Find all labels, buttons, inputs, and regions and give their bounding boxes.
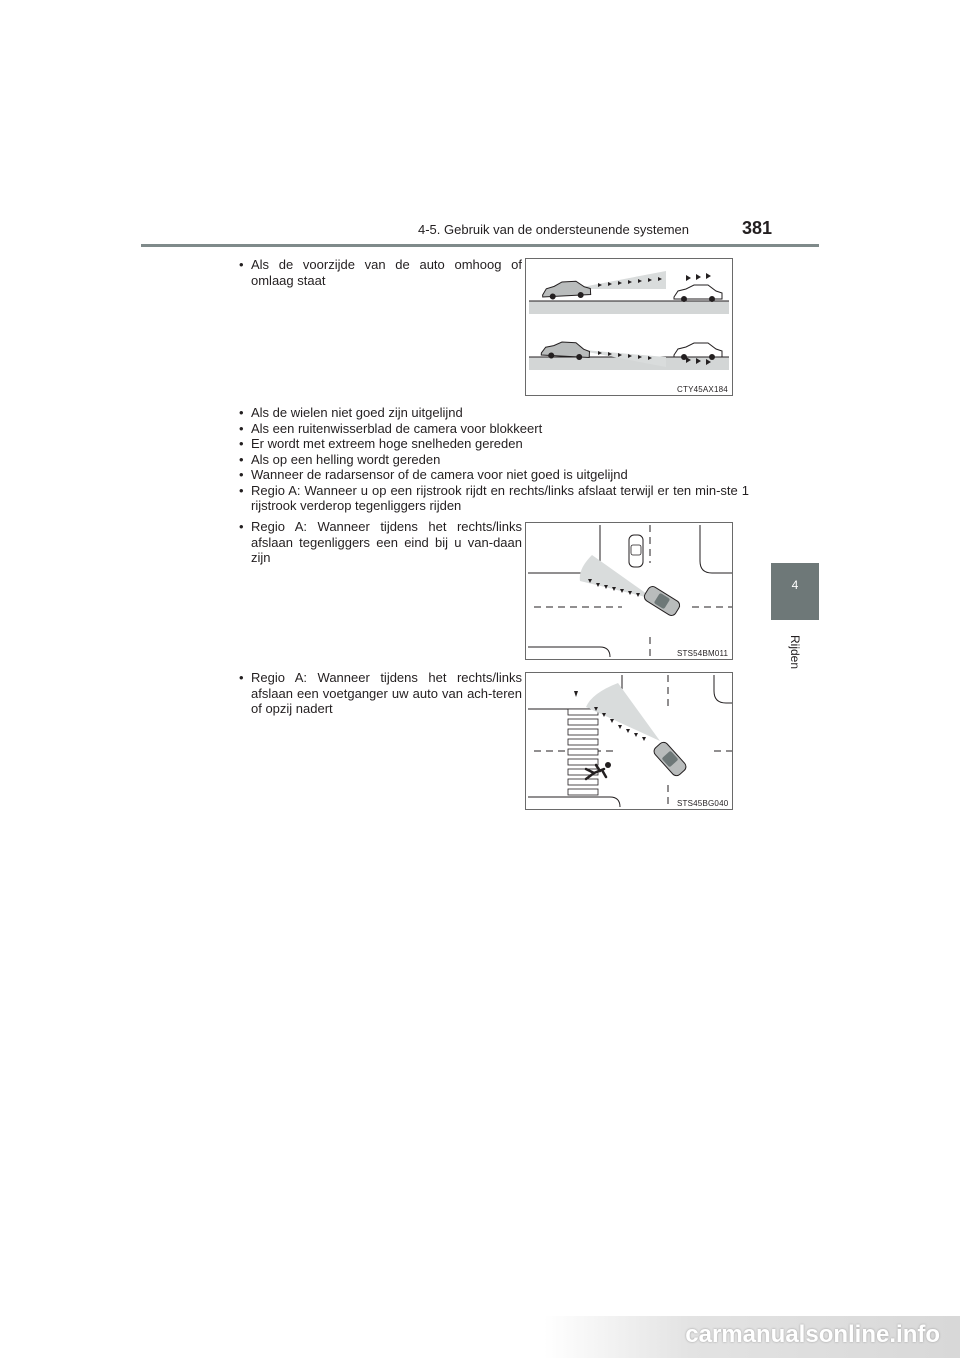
section-title: 4-5. Gebruik van de ondersteunende systemen [418,222,690,237]
figure-code: CTY45AX184 [677,385,728,394]
bullet-oncoming-far: • Regio A: Wanneer tijdens het rechts/links afslaan tegenliggers een eind bij u van-daan zijn [239,519,522,566]
bullet-pedestrian: • Regio A: Wanneer tijdens het rechts/links afslaan een voetganger uw auto van ach-teren of opzij nadert [239,670,522,717]
header-rule [141,244,819,247]
chapter-number: 4 [791,578,799,592]
turning-pedestrian-illustration [526,673,732,809]
figure-vehicle-pitch [525,258,733,396]
list-item: • Als een ruitenwisserblad de camera voor blokkeert [239,421,749,437]
watermark-text: carmanualsonline.info [685,1321,940,1348]
watermark-banner [544,1316,960,1358]
list-item: • Als op een helling wordt gereden [239,452,749,468]
bullet-front-pitch: • Als de voorzijde van de auto omhoog of omlaag staat [239,257,522,288]
list-item: • Er wordt met extreem hoge snelheden gereden [239,436,749,452]
chapter-label: Rijden [788,634,802,670]
bullet-list [239,405,749,514]
turning-oncoming-car-illustration [526,523,732,659]
figure-code: STS54BM011 [677,649,729,658]
page-number: 381 [742,218,773,238]
list-item: • Regio A: Wanneer u op een rijstrook rijdt en rechts/links afslaat terwijl er ten min-ste 1 rijstrook verderop tegenliggers rijden [239,483,749,514]
list-item: • Als de wielen niet goed zijn uitgelijnd [239,405,749,421]
figure-turning-oncoming [525,522,733,660]
list-item: • Wanneer de radarsensor of de camera voor niet goed is uitgelijnd [239,467,749,483]
figure-turning-pedestrian [525,672,733,810]
figure-code: STS45BG040 [677,799,729,808]
vehicle-pitch-illustration [526,259,732,395]
